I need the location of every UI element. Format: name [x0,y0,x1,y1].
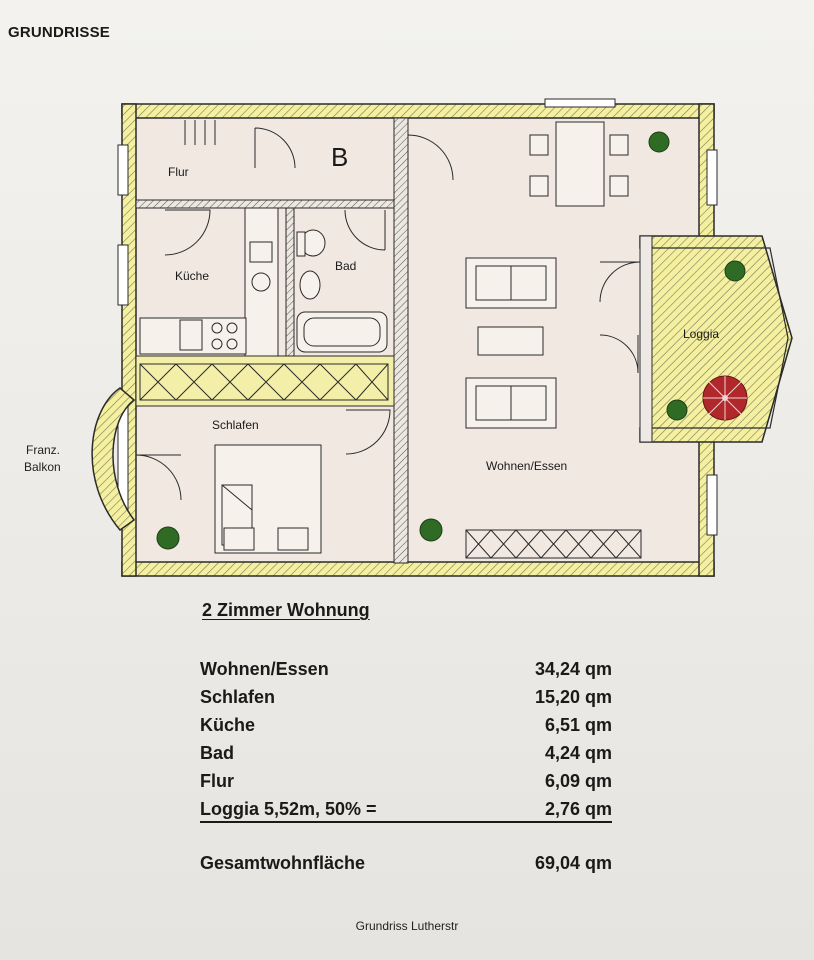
living-furniture [466,258,556,428]
area-label: Flur [200,771,234,791]
room-label-flur: Flur [168,165,189,179]
area-table [200,655,612,823]
area-value: 6,51 qm [544,715,612,735]
balcony-label-line2: Balkon [24,460,61,474]
area-row [200,683,612,711]
parasol [703,376,747,420]
area-label: Küche [200,715,256,735]
area-value: 34,24 qm [534,659,612,679]
area-label: Loggia 5,52m, 50% = [200,799,377,819]
area-value: 2,76 qm [544,799,612,819]
total-area-row [200,853,612,874]
apartment-title: 2 Zimmer Wohnung [202,600,370,620]
room-label-bad: Bad [335,259,357,273]
area-value: 15,20 qm [534,687,612,707]
area-row [200,739,612,767]
area-row [200,711,612,739]
balcony-label-line1: Franz. [26,443,61,457]
page-heading: GRUNDRISSE [8,24,111,41]
area-row [200,767,612,795]
room-label-loggia: Loggia [683,327,720,341]
bed [215,445,321,553]
room-label-schlafen: Schlafen [212,418,259,432]
area-label: Schlafen [200,687,276,707]
area-row [200,655,612,683]
page-caption: Grundriss Lutherstr [355,919,459,933]
room-label-kueche: Küche [175,269,210,283]
room-label-wohnen: Wohnen/Essen [486,459,568,473]
area-label: Bad [200,743,235,763]
area-value: 4,24 qm [544,743,612,763]
area-row-loggia [200,795,612,823]
total-area-label: Gesamtwohnfläche [200,853,366,873]
area-value: 6,09 qm [544,771,612,791]
area-label: Wohnen/Essen [200,659,329,679]
total-area-value: 69,04 qm [534,853,612,873]
room-label-abstellraum: B [331,142,349,172]
